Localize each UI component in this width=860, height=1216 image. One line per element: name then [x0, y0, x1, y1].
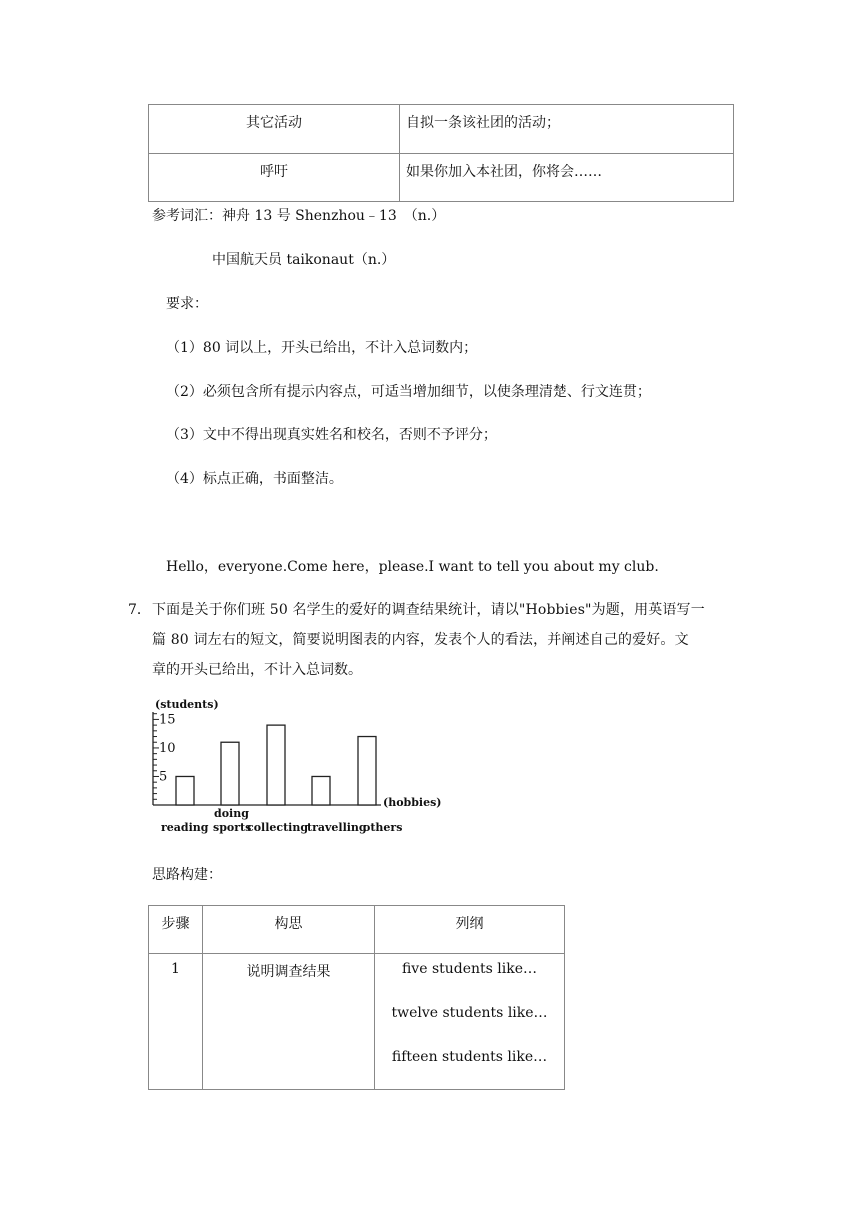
requirements-title: 要求：: [166, 296, 208, 312]
column-header-outline: 列纲: [375, 906, 565, 954]
step-idea: 说明调查结果: [203, 954, 375, 1090]
row-label-appeal: 呼吁: [149, 154, 400, 202]
x-tick-label: doing: [214, 807, 249, 820]
requirement-item: （1）80 词以上，开头已给出，不计入总词数内；: [166, 340, 478, 356]
bar-doing-sports: [221, 742, 239, 805]
step-outline: [375, 954, 565, 1090]
x-tick-label: reading: [161, 821, 209, 834]
x-tick-label: collecting: [247, 821, 309, 834]
bar-others: [358, 737, 376, 805]
x-tick-label-group: [161, 807, 402, 834]
y-tick-label: 10: [159, 740, 176, 756]
requirement-item: （2）必须包含所有提示内容点，可适当增加细节，以使条理清楚、行文连贯；: [166, 384, 651, 400]
question-text-line-2: 篇 80 词左右的短文，简要说明图表的内容，发表个人的看法，并阐述自己的爱好。文: [152, 632, 689, 648]
essay-opening: Hello，everyone.Come here，please.I want to tell you about my club.: [166, 559, 659, 575]
row-label-other-activities: 其它活动: [149, 105, 400, 154]
y-tick-label: 15: [159, 712, 176, 728]
vocab-line-1: 参考词汇：神舟 13 号 Shenzhou﹣13 （n.）: [152, 208, 446, 224]
outline-table: [148, 905, 565, 1090]
table-row: [149, 954, 565, 1090]
x-tick-label: travelling: [307, 821, 367, 834]
hobbies-bar-chart: [143, 692, 443, 842]
requirement-item: （4）标点正确，书面整洁。: [166, 471, 343, 487]
table-header-row: [149, 906, 565, 954]
question-text-line-3: 章的开头已给出，不计入总词数。: [152, 662, 362, 678]
bar-travelling: [312, 776, 330, 805]
row-content-appeal: 如果你加入本社团，你将会……: [400, 154, 734, 202]
question-text-line-1: 下面是关于你们班 50 名学生的爱好的调查结果统计，请以"Hobbies"为题，用英语写一: [152, 602, 705, 618]
table-row: [149, 105, 734, 154]
y-tick-label: 5: [159, 769, 168, 785]
requirement-item: （3）文中不得出现真实姓名和校名，否则不予评分；: [166, 427, 497, 443]
column-header-step: 步骤: [149, 906, 203, 954]
outline-line: five students like…: [401, 961, 538, 977]
step-number: 1: [149, 954, 203, 1090]
y-tick-group: [153, 712, 176, 799]
vocab-line-2: 中国航天员 taikonaut（n.）: [212, 252, 396, 268]
outline-line: twelve students like…: [391, 1005, 548, 1021]
x-tick-label: others: [363, 821, 403, 834]
column-header-idea: 构思: [203, 906, 375, 954]
x-tick-label: sports: [213, 821, 252, 834]
table-row: [149, 154, 734, 202]
y-axis-label: (students): [155, 698, 219, 711]
section-title-thinking: 思路构建：: [152, 867, 222, 883]
activities-table: [148, 104, 734, 202]
outline-line: fifteen students like…: [391, 1049, 548, 1065]
bar-reading: [176, 776, 194, 805]
x-axis-label: (hobbies): [383, 796, 442, 809]
bar-group: [176, 725, 376, 805]
question-number: 7．: [128, 602, 151, 618]
bar-collecting: [267, 725, 285, 805]
row-content-other-activities: 自拟一条该社团的活动；: [400, 105, 734, 154]
